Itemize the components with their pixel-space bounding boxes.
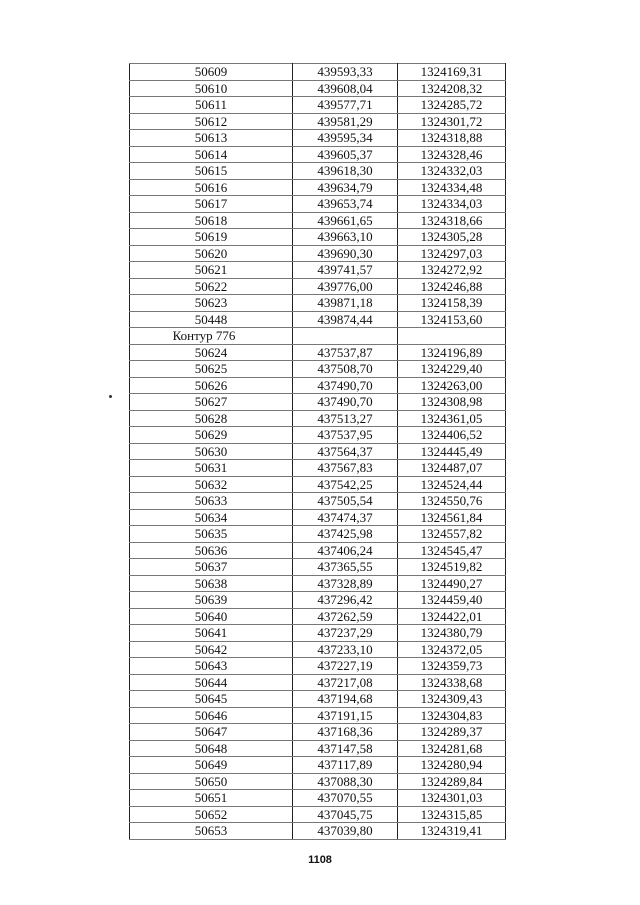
point-id-cell: 50638 bbox=[130, 575, 293, 592]
contour-header-row bbox=[130, 328, 506, 345]
x-coordinate-cell: 437406,24 bbox=[293, 542, 398, 559]
table-row bbox=[130, 245, 506, 262]
y-coordinate-cell: 1324309,43 bbox=[398, 691, 506, 708]
empty-cell bbox=[398, 328, 506, 345]
x-coordinate-cell: 437039,80 bbox=[293, 823, 398, 840]
table-row bbox=[130, 641, 506, 658]
point-id-cell: 50651 bbox=[130, 790, 293, 807]
empty-cell bbox=[293, 328, 398, 345]
page-number: 1108 bbox=[308, 854, 332, 866]
point-id-cell: 50652 bbox=[130, 806, 293, 823]
x-coordinate-cell: 439776,00 bbox=[293, 278, 398, 295]
x-coordinate-cell: 437542,25 bbox=[293, 476, 398, 493]
point-id-cell: 50612 bbox=[130, 113, 293, 130]
y-coordinate-cell: 1324272,92 bbox=[398, 262, 506, 279]
y-coordinate-cell: 1324459,40 bbox=[398, 592, 506, 609]
table-row bbox=[130, 311, 506, 328]
point-id-cell: 50627 bbox=[130, 394, 293, 411]
y-coordinate-cell: 1324490,27 bbox=[398, 575, 506, 592]
point-id-cell: 50644 bbox=[130, 674, 293, 691]
point-id-cell: 50628 bbox=[130, 410, 293, 427]
point-id-cell: 50635 bbox=[130, 526, 293, 543]
table-row bbox=[130, 377, 506, 394]
point-id-cell: 50632 bbox=[130, 476, 293, 493]
y-coordinate-cell: 1324334,48 bbox=[398, 179, 506, 196]
y-coordinate-cell: 1324332,03 bbox=[398, 163, 506, 180]
point-id-cell: 50642 bbox=[130, 641, 293, 658]
table-row bbox=[130, 542, 506, 559]
point-id-cell: 50645 bbox=[130, 691, 293, 708]
table-row bbox=[130, 625, 506, 642]
table-row bbox=[130, 559, 506, 576]
y-coordinate-cell: 1324406,52 bbox=[398, 427, 506, 444]
table-row bbox=[130, 278, 506, 295]
x-coordinate-cell: 437490,70 bbox=[293, 394, 398, 411]
table-row bbox=[130, 64, 506, 81]
y-coordinate-cell: 1324169,31 bbox=[398, 64, 506, 81]
y-coordinate-cell: 1324289,37 bbox=[398, 724, 506, 741]
table-row bbox=[130, 179, 506, 196]
table-row bbox=[130, 443, 506, 460]
x-coordinate-cell: 437217,08 bbox=[293, 674, 398, 691]
point-id-cell: 50648 bbox=[130, 740, 293, 757]
table-row bbox=[130, 344, 506, 361]
y-coordinate-cell: 1324196,89 bbox=[398, 344, 506, 361]
x-coordinate-cell: 439661,65 bbox=[293, 212, 398, 229]
y-coordinate-cell: 1324557,82 bbox=[398, 526, 506, 543]
point-id-cell: 50619 bbox=[130, 229, 293, 246]
y-coordinate-cell: 1324318,66 bbox=[398, 212, 506, 229]
x-coordinate-cell: 437237,29 bbox=[293, 625, 398, 642]
y-coordinate-cell: 1324301,03 bbox=[398, 790, 506, 807]
y-coordinate-cell: 1324445,49 bbox=[398, 443, 506, 460]
table-row bbox=[130, 476, 506, 493]
x-coordinate-cell: 437194,68 bbox=[293, 691, 398, 708]
point-id-cell: 50609 bbox=[130, 64, 293, 81]
y-coordinate-cell: 1324153,60 bbox=[398, 311, 506, 328]
point-id-cell: 50643 bbox=[130, 658, 293, 675]
y-coordinate-cell: 1324361,05 bbox=[398, 410, 506, 427]
x-coordinate-cell: 437505,54 bbox=[293, 493, 398, 510]
x-coordinate-cell: 437227,19 bbox=[293, 658, 398, 675]
table-row bbox=[130, 130, 506, 147]
x-coordinate-cell: 439871,18 bbox=[293, 295, 398, 312]
point-id-cell: 50622 bbox=[130, 278, 293, 295]
table-row bbox=[130, 757, 506, 774]
table-row bbox=[130, 460, 506, 477]
table-row bbox=[130, 80, 506, 97]
y-coordinate-cell: 1324487,07 bbox=[398, 460, 506, 477]
point-id-cell: 50621 bbox=[130, 262, 293, 279]
y-coordinate-cell: 1324280,94 bbox=[398, 757, 506, 774]
y-coordinate-cell: 1324305,28 bbox=[398, 229, 506, 246]
x-coordinate-cell: 439618,30 bbox=[293, 163, 398, 180]
y-coordinate-cell: 1324208,32 bbox=[398, 80, 506, 97]
coordinates-table-body bbox=[130, 64, 506, 840]
point-id-cell: 50614 bbox=[130, 146, 293, 163]
table-row bbox=[130, 146, 506, 163]
table-row bbox=[130, 97, 506, 114]
y-coordinate-cell: 1324519,82 bbox=[398, 559, 506, 576]
x-coordinate-cell: 437147,58 bbox=[293, 740, 398, 757]
y-coordinate-cell: 1324561,84 bbox=[398, 509, 506, 526]
point-id-cell: 50616 bbox=[130, 179, 293, 196]
y-coordinate-cell: 1324319,41 bbox=[398, 823, 506, 840]
y-coordinate-cell: 1324285,72 bbox=[398, 97, 506, 114]
y-coordinate-cell: 1324281,68 bbox=[398, 740, 506, 757]
point-id-cell: 50613 bbox=[130, 130, 293, 147]
x-coordinate-cell: 437328,89 bbox=[293, 575, 398, 592]
x-coordinate-cell: 437233,10 bbox=[293, 641, 398, 658]
x-coordinate-cell: 439577,71 bbox=[293, 97, 398, 114]
x-coordinate-cell: 439690,30 bbox=[293, 245, 398, 262]
point-id-cell: 50623 bbox=[130, 295, 293, 312]
y-coordinate-cell: 1324297,03 bbox=[398, 245, 506, 262]
y-coordinate-cell: 1324338,68 bbox=[398, 674, 506, 691]
table-row bbox=[130, 212, 506, 229]
x-coordinate-cell: 437168,36 bbox=[293, 724, 398, 741]
scan-speck bbox=[109, 395, 112, 398]
x-coordinate-cell: 439874,44 bbox=[293, 311, 398, 328]
contour-label: Контур 776 bbox=[130, 328, 293, 345]
table-row bbox=[130, 196, 506, 213]
table-row bbox=[130, 427, 506, 444]
x-coordinate-cell: 437513,27 bbox=[293, 410, 398, 427]
y-coordinate-cell: 1324359,73 bbox=[398, 658, 506, 675]
x-coordinate-cell: 437262,59 bbox=[293, 608, 398, 625]
x-coordinate-cell: 437365,55 bbox=[293, 559, 398, 576]
table-row bbox=[130, 361, 506, 378]
point-id-cell: 50647 bbox=[130, 724, 293, 741]
point-id-cell: 50615 bbox=[130, 163, 293, 180]
table-row bbox=[130, 806, 506, 823]
x-coordinate-cell: 439595,34 bbox=[293, 130, 398, 147]
x-coordinate-cell: 437045,75 bbox=[293, 806, 398, 823]
table-row bbox=[130, 740, 506, 757]
table-row bbox=[130, 113, 506, 130]
y-coordinate-cell: 1324301,72 bbox=[398, 113, 506, 130]
point-id-cell: 50633 bbox=[130, 493, 293, 510]
point-id-cell: 50640 bbox=[130, 608, 293, 625]
point-id-cell: 50636 bbox=[130, 542, 293, 559]
point-id-cell: 50625 bbox=[130, 361, 293, 378]
table-row bbox=[130, 724, 506, 741]
coordinates-table bbox=[129, 63, 506, 840]
y-coordinate-cell: 1324263,00 bbox=[398, 377, 506, 394]
y-coordinate-cell: 1324289,84 bbox=[398, 773, 506, 790]
table-row bbox=[130, 707, 506, 724]
point-id-cell: 50610 bbox=[130, 80, 293, 97]
y-coordinate-cell: 1324308,98 bbox=[398, 394, 506, 411]
point-id-cell: 50624 bbox=[130, 344, 293, 361]
y-coordinate-cell: 1324229,40 bbox=[398, 361, 506, 378]
table-row bbox=[130, 790, 506, 807]
table-row bbox=[130, 823, 506, 840]
x-coordinate-cell: 439608,04 bbox=[293, 80, 398, 97]
table-row bbox=[130, 394, 506, 411]
point-id-cell: 50639 bbox=[130, 592, 293, 609]
x-coordinate-cell: 437567,83 bbox=[293, 460, 398, 477]
y-coordinate-cell: 1324422,01 bbox=[398, 608, 506, 625]
table-row bbox=[130, 509, 506, 526]
table-row bbox=[130, 674, 506, 691]
y-coordinate-cell: 1324372,05 bbox=[398, 641, 506, 658]
x-coordinate-cell: 437191,15 bbox=[293, 707, 398, 724]
point-id-cell: 50650 bbox=[130, 773, 293, 790]
x-coordinate-cell: 437425,98 bbox=[293, 526, 398, 543]
y-coordinate-cell: 1324318,88 bbox=[398, 130, 506, 147]
point-id-cell: 50631 bbox=[130, 460, 293, 477]
point-id-cell: 50618 bbox=[130, 212, 293, 229]
x-coordinate-cell: 439593,33 bbox=[293, 64, 398, 81]
x-coordinate-cell: 437117,89 bbox=[293, 757, 398, 774]
table-row bbox=[130, 229, 506, 246]
table-row bbox=[130, 526, 506, 543]
x-coordinate-cell: 439653,74 bbox=[293, 196, 398, 213]
y-coordinate-cell: 1324328,46 bbox=[398, 146, 506, 163]
point-id-cell: 50637 bbox=[130, 559, 293, 576]
x-coordinate-cell: 437088,30 bbox=[293, 773, 398, 790]
x-coordinate-cell: 437537,87 bbox=[293, 344, 398, 361]
table-row bbox=[130, 691, 506, 708]
point-id-cell: 50646 bbox=[130, 707, 293, 724]
point-id-cell: 50617 bbox=[130, 196, 293, 213]
table-row bbox=[130, 592, 506, 609]
y-coordinate-cell: 1324545,47 bbox=[398, 542, 506, 559]
y-coordinate-cell: 1324315,85 bbox=[398, 806, 506, 823]
table-row bbox=[130, 163, 506, 180]
table-row bbox=[130, 608, 506, 625]
point-id-cell: 50448 bbox=[130, 311, 293, 328]
point-id-cell: 50626 bbox=[130, 377, 293, 394]
x-coordinate-cell: 439741,57 bbox=[293, 262, 398, 279]
y-coordinate-cell: 1324380,79 bbox=[398, 625, 506, 642]
table-row bbox=[130, 658, 506, 675]
y-coordinate-cell: 1324524,44 bbox=[398, 476, 506, 493]
point-id-cell: 50630 bbox=[130, 443, 293, 460]
table-row bbox=[130, 575, 506, 592]
x-coordinate-cell: 437070,55 bbox=[293, 790, 398, 807]
x-coordinate-cell: 439581,29 bbox=[293, 113, 398, 130]
point-id-cell: 50649 bbox=[130, 757, 293, 774]
table-row bbox=[130, 295, 506, 312]
x-coordinate-cell: 439634,79 bbox=[293, 179, 398, 196]
table-row bbox=[130, 410, 506, 427]
point-id-cell: 50620 bbox=[130, 245, 293, 262]
table-row bbox=[130, 262, 506, 279]
x-coordinate-cell: 437564,37 bbox=[293, 443, 398, 460]
y-coordinate-cell: 1324550,76 bbox=[398, 493, 506, 510]
table-row bbox=[130, 773, 506, 790]
table-row bbox=[130, 493, 506, 510]
point-id-cell: 50634 bbox=[130, 509, 293, 526]
x-coordinate-cell: 437508,70 bbox=[293, 361, 398, 378]
x-coordinate-cell: 437296,42 bbox=[293, 592, 398, 609]
point-id-cell: 50629 bbox=[130, 427, 293, 444]
x-coordinate-cell: 437474,37 bbox=[293, 509, 398, 526]
x-coordinate-cell: 439605,37 bbox=[293, 146, 398, 163]
y-coordinate-cell: 1324246,88 bbox=[398, 278, 506, 295]
point-id-cell: 50653 bbox=[130, 823, 293, 840]
x-coordinate-cell: 439663,10 bbox=[293, 229, 398, 246]
x-coordinate-cell: 437490,70 bbox=[293, 377, 398, 394]
x-coordinate-cell: 437537,95 bbox=[293, 427, 398, 444]
y-coordinate-cell: 1324304,83 bbox=[398, 707, 506, 724]
y-coordinate-cell: 1324158,39 bbox=[398, 295, 506, 312]
y-coordinate-cell: 1324334,03 bbox=[398, 196, 506, 213]
point-id-cell: 50611 bbox=[130, 97, 293, 114]
point-id-cell: 50641 bbox=[130, 625, 293, 642]
